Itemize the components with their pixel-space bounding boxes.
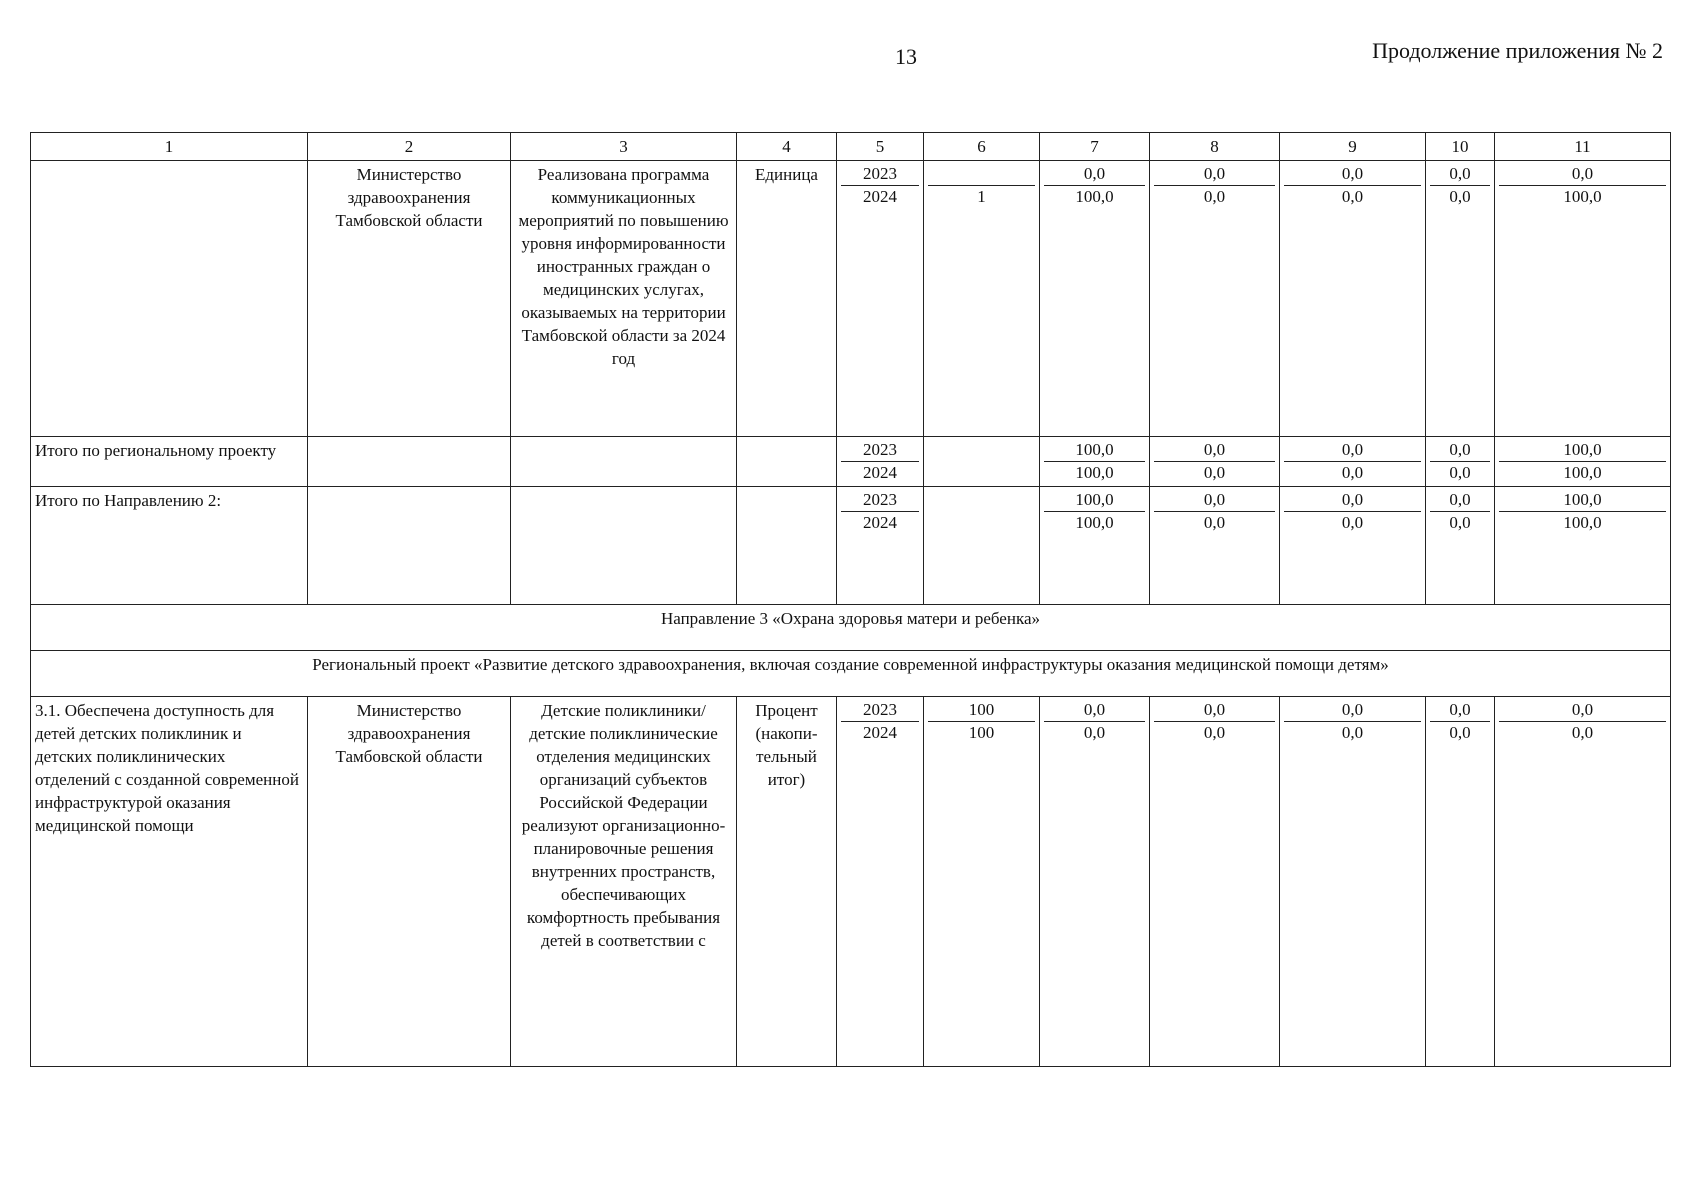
empty-cell xyxy=(308,487,511,605)
column-number: 2 xyxy=(308,133,511,161)
empty-cell xyxy=(737,487,837,605)
col8-cell xyxy=(1150,437,1280,487)
value-2024: 0,0 xyxy=(1044,721,1145,744)
col6-cell xyxy=(924,161,1040,437)
col11-cell xyxy=(1495,161,1671,437)
direction-title-row xyxy=(31,605,1671,651)
value-2023: 0,0 xyxy=(1341,700,1364,719)
value-2023: 0,0 xyxy=(1203,490,1226,509)
unit-cell: Процент (накопи-тельный итог) xyxy=(737,697,837,1067)
table-row xyxy=(31,697,1671,1067)
result-cell: Детские поликлиники/детские поликлинические отделения медицинских организаций субъектов Российской Федерации реализуют организационно-планировочные решения внутренних пространств, обеспечивающих комфортность пребывания детей в соответствии с xyxy=(511,697,737,1067)
value-2023: 0,0 xyxy=(1341,490,1364,509)
indicators-table xyxy=(30,132,1671,1067)
empty-cell xyxy=(511,487,737,605)
value-2023: 0,0 xyxy=(1571,700,1594,719)
empty-cell xyxy=(511,437,737,487)
col7-cell xyxy=(1040,161,1150,437)
column-number: 1 xyxy=(31,133,308,161)
value-2023: 0,0 xyxy=(1449,490,1471,509)
year-cell xyxy=(837,487,924,605)
value-2024: 0,0 xyxy=(1154,721,1275,744)
col11-cell xyxy=(1495,487,1671,605)
value-2023: 100,0 xyxy=(1563,490,1602,509)
col10-cell xyxy=(1426,437,1495,487)
year-2023: 2023 xyxy=(863,440,897,459)
value-2024: 0,0 xyxy=(1430,185,1490,208)
col8-cell xyxy=(1150,487,1280,605)
col8-cell xyxy=(1150,161,1280,437)
value-2023: 0,0 xyxy=(1341,164,1364,183)
value-2024: 0,0 xyxy=(1284,461,1421,484)
value-2023: 0,0 xyxy=(1203,700,1226,719)
task-cell xyxy=(31,161,308,437)
value-2023: 0,0 xyxy=(1449,164,1471,183)
value-2024: 1 xyxy=(928,185,1035,208)
value-2024: 100,0 xyxy=(1499,185,1666,208)
value-2024: 100,0 xyxy=(1499,511,1666,534)
table-row xyxy=(31,161,1671,437)
responsible-cell: Министерство здравоохранения Тамбовской области xyxy=(308,161,511,437)
col10-cell xyxy=(1426,161,1495,437)
value-2024: 100,0 xyxy=(1044,185,1145,208)
result-cell: Реализована программа коммуникационных мероприятий по повышению уровня информированности иностранных граждан о медицинских услугах, оказываемых на территории Тамбовской области за 2024 год xyxy=(511,161,737,437)
column-number: 9 xyxy=(1280,133,1426,161)
value-2024: 0,0 xyxy=(1430,461,1490,484)
value-2024: 0,0 xyxy=(1154,511,1275,534)
col7-cell xyxy=(1040,487,1150,605)
value-2023: 100,0 xyxy=(1075,440,1114,459)
value-2024: 0,0 xyxy=(1154,461,1275,484)
value-2024: 0,0 xyxy=(1284,511,1421,534)
total-direction-row xyxy=(31,487,1671,605)
total-project-row xyxy=(31,437,1671,487)
col9-cell xyxy=(1280,437,1426,487)
appendix-continuation-note: Продолжение приложения № 2 xyxy=(1372,38,1663,63)
year-cell xyxy=(837,437,924,487)
empty-cell xyxy=(924,437,1040,487)
regional-project-row xyxy=(31,651,1671,697)
year-2023: 2023 xyxy=(863,700,897,719)
value-2024: 100,0 xyxy=(1044,461,1145,484)
value-2023: 0,0 xyxy=(1083,164,1106,183)
year-2024: 2024 xyxy=(841,511,919,534)
value-2024: 100,0 xyxy=(1044,511,1145,534)
page-number: 13 xyxy=(895,44,917,69)
col10-cell xyxy=(1426,487,1495,605)
empty-cell xyxy=(924,487,1040,605)
column-number: 4 xyxy=(737,133,837,161)
value-2024: 0,0 xyxy=(1284,721,1421,744)
value-2024: 0,0 xyxy=(1154,185,1275,208)
total-project-label: Итого по региональному проекту xyxy=(31,437,308,487)
column-number: 10 xyxy=(1426,133,1495,161)
column-number: 11 xyxy=(1495,133,1671,161)
unit-cell: Единица xyxy=(737,161,837,437)
responsible-cell: Министерство здравоохранения Тамбовской области xyxy=(308,697,511,1067)
value-2023: 0,0 xyxy=(1571,164,1594,183)
value-2023: 100,0 xyxy=(1075,490,1114,509)
year-2023: 2023 xyxy=(863,164,897,183)
col9-cell xyxy=(1280,161,1426,437)
value-2024: 0,0 xyxy=(1430,511,1490,534)
empty-cell xyxy=(737,437,837,487)
value-2023: 100 xyxy=(968,700,995,719)
col10-cell xyxy=(1426,697,1495,1067)
value-2023: 100,0 xyxy=(1563,440,1602,459)
col7-cell xyxy=(1040,697,1150,1067)
column-number: 5 xyxy=(837,133,924,161)
column-number: 6 xyxy=(924,133,1040,161)
value-2024: 100 xyxy=(928,721,1035,744)
year-cell xyxy=(837,161,924,437)
regional-project-title: Региональный проект «Развитие детского здравоохранения, включая создание современной инфраструктуры оказания медицинской помощи детям» xyxy=(31,651,1671,697)
year-2024: 2024 xyxy=(841,461,919,484)
value-2023: 0,0 xyxy=(1203,164,1226,183)
year-cell xyxy=(837,697,924,1067)
value-2023 xyxy=(928,163,1035,185)
value-2023: 0,0 xyxy=(1203,440,1226,459)
value-2023: 0,0 xyxy=(1341,440,1364,459)
empty-cell xyxy=(308,437,511,487)
col9-cell xyxy=(1280,697,1426,1067)
col6-cell xyxy=(924,697,1040,1067)
col9-cell xyxy=(1280,487,1426,605)
value-2024: 0,0 xyxy=(1430,721,1490,744)
col11-cell xyxy=(1495,697,1671,1067)
direction-3-title: Направление 3 «Охрана здоровья матери и ребенка» xyxy=(31,605,1671,651)
value-2024: 100,0 xyxy=(1499,461,1666,484)
value-2024: 0,0 xyxy=(1499,721,1666,744)
column-number-row xyxy=(31,133,1671,161)
value-2024: 0,0 xyxy=(1284,185,1421,208)
value-2023: 0,0 xyxy=(1449,700,1471,719)
total-direction-label: Итого по Направлению 2: xyxy=(31,487,308,605)
col7-cell xyxy=(1040,437,1150,487)
year-2023: 2023 xyxy=(863,490,897,509)
year-2024: 2024 xyxy=(841,185,919,208)
col11-cell xyxy=(1495,437,1671,487)
task-cell: 3.1. Обеспечена доступность для детей детских поликлиник и детских поликлинических отделений с созданной современной инфраструктурой оказания медицинской помощи xyxy=(31,697,308,1067)
column-number: 7 xyxy=(1040,133,1150,161)
col8-cell xyxy=(1150,697,1280,1067)
value-2023: 0,0 xyxy=(1083,700,1106,719)
year-2024: 2024 xyxy=(841,721,919,744)
column-number: 8 xyxy=(1150,133,1280,161)
column-number: 3 xyxy=(511,133,737,161)
value-2023: 0,0 xyxy=(1449,440,1471,459)
